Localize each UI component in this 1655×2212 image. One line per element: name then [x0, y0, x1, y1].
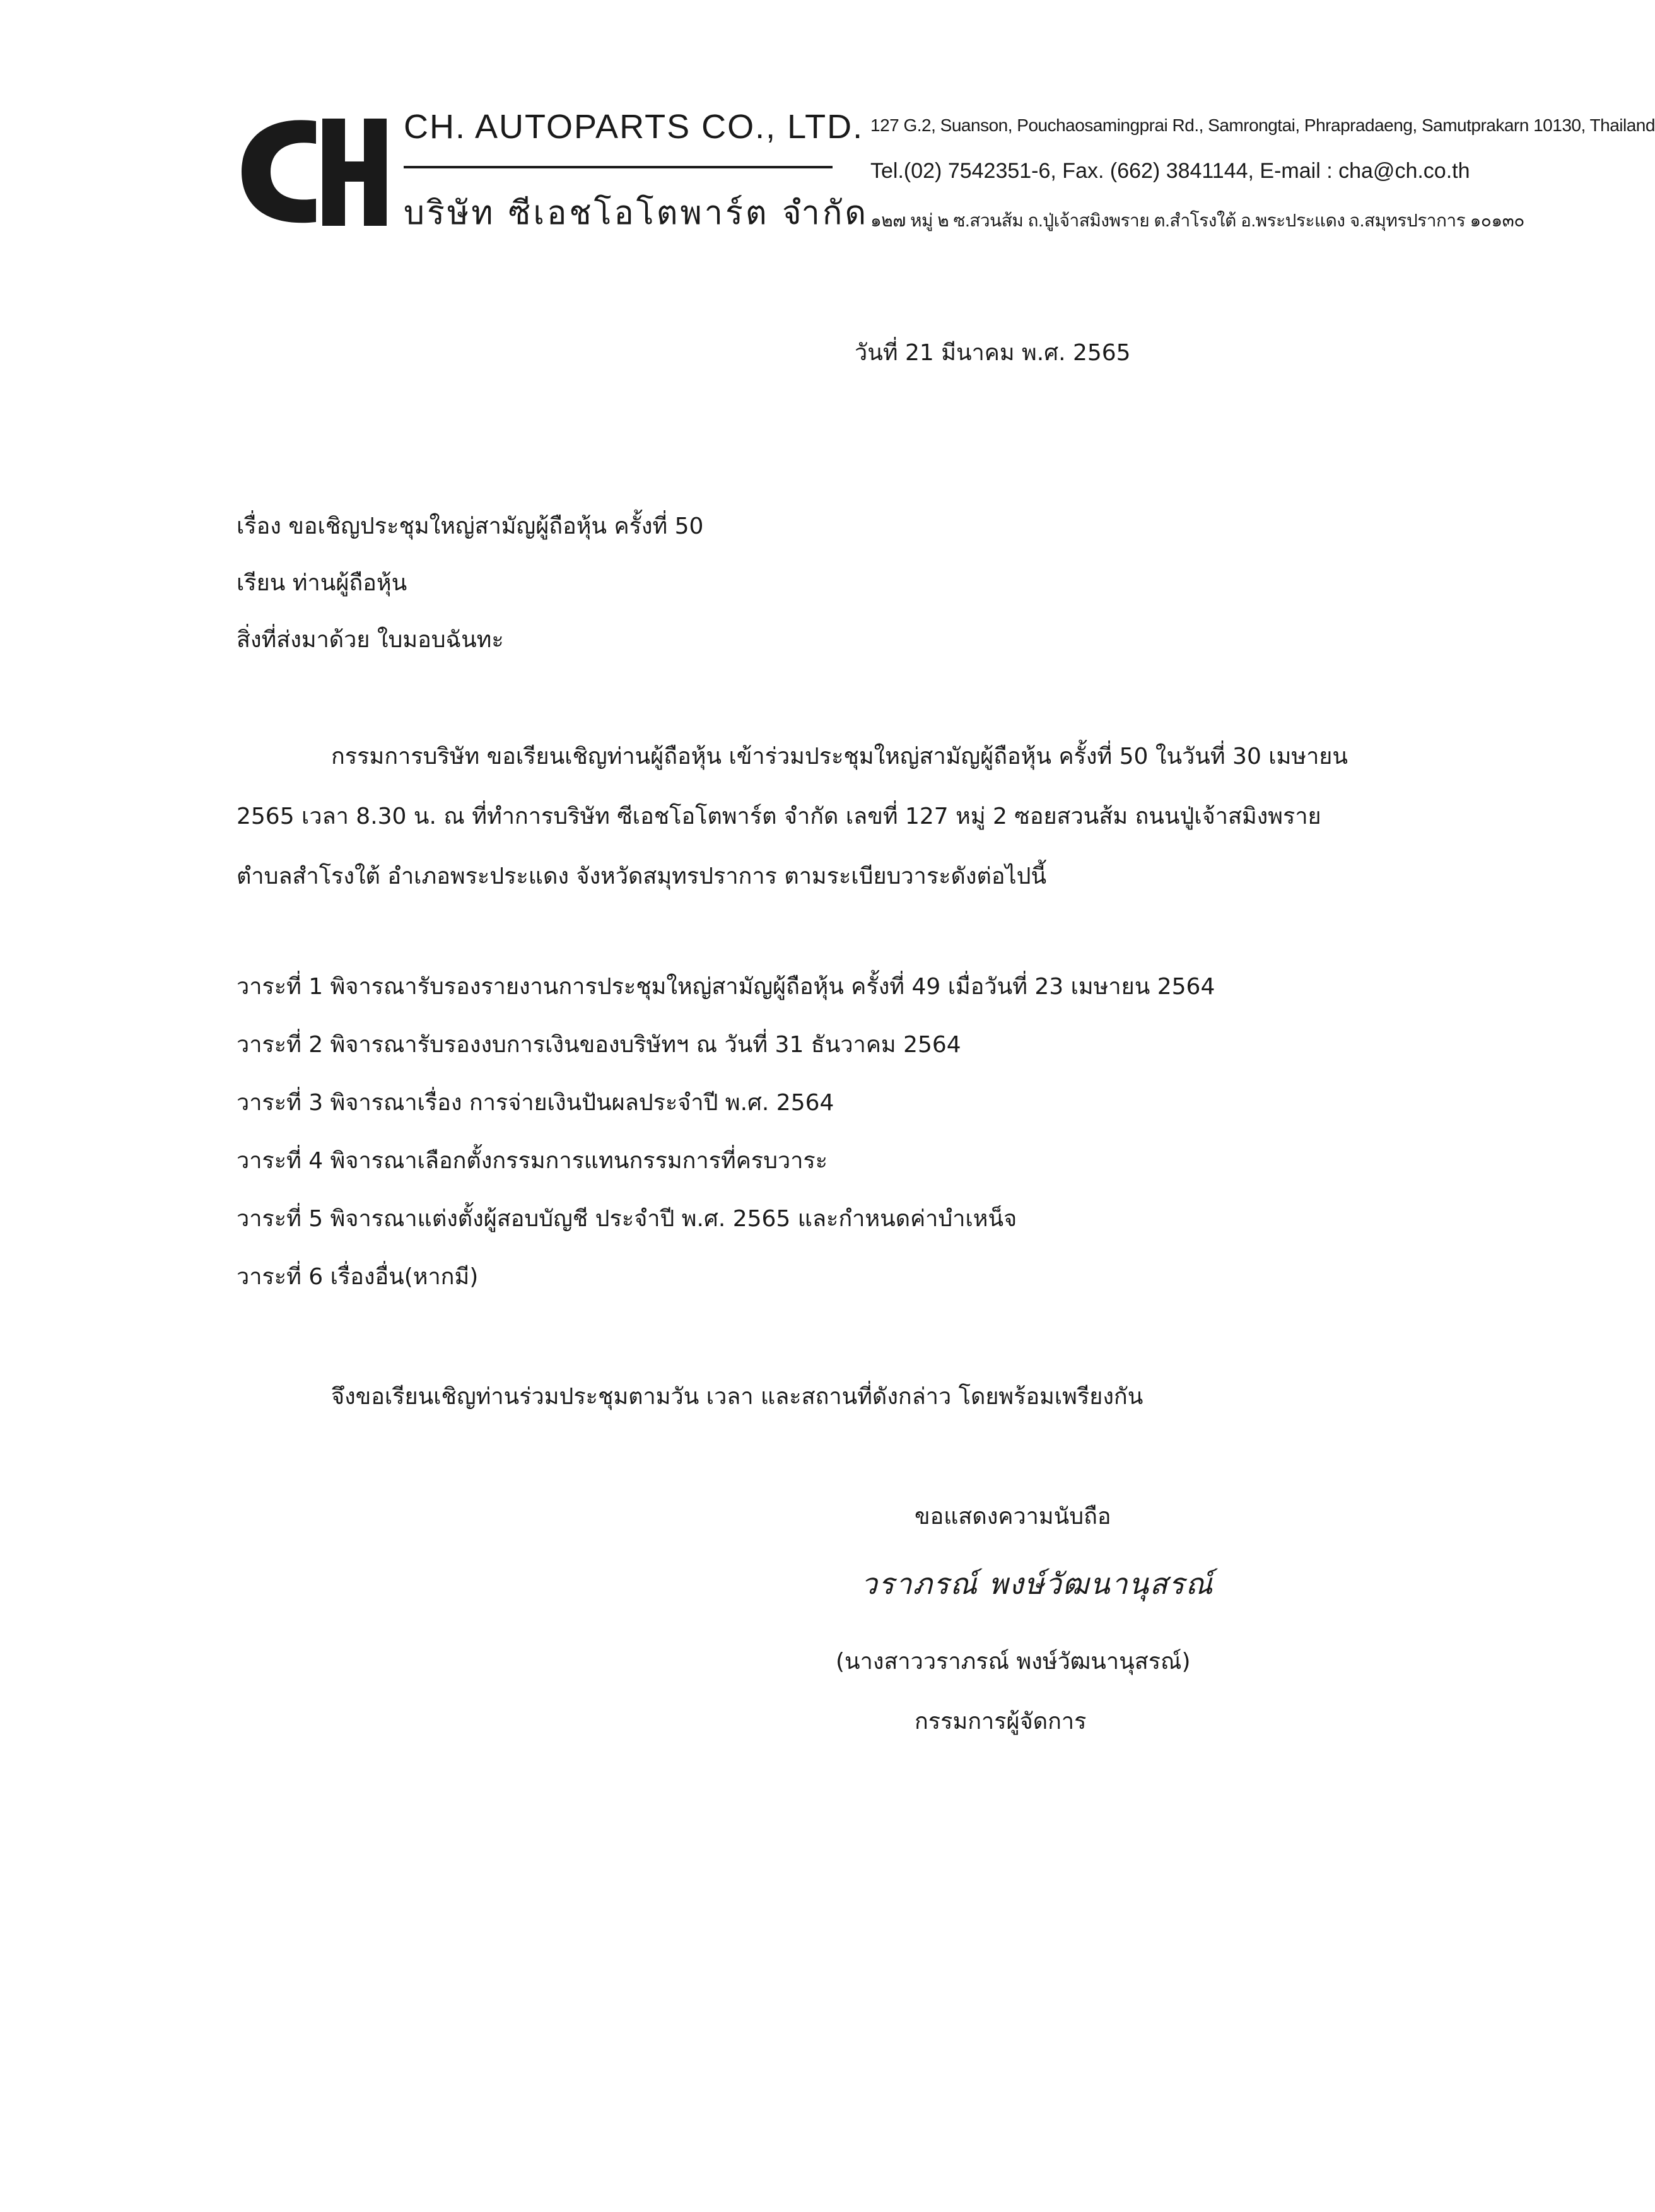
regards: ขอแสดงความนับถือ: [915, 1504, 1111, 1530]
signature: วราภรณ์ พงษ์วัฒนานุสรณ์: [861, 1567, 1214, 1601]
agenda-list: [237, 968, 1215, 1316]
agenda-item: วาระที่ 4 พิจารณาเลือกตั้งกรรมการแทนกรรมการที่ครบวาระ: [237, 1148, 828, 1174]
agenda-item: วาระที่ 6 เรื่องอื่น(หากมี): [237, 1264, 479, 1290]
company-address-th: ๑๒๗ หมู่ ๒ ซ.สวนส้ม ถ.ปู่เจ้าสมิงพราย ต.สำโรงใต้ อ.พระประแดง จ.สมุทรปราการ ๑๐๑๓๐: [870, 211, 1524, 230]
agenda-item: วาระที่ 2 พิจารณารับรองงบการเงินของบริษัทฯ ณ วันที่ 31 ธันวาคม 2564: [237, 1032, 961, 1058]
letter-date: วันที่ 21 มีนาคม พ.ศ. 2565: [855, 340, 1131, 366]
letter-subject: เรื่อง ขอเชิญประชุมใหญ่สามัญผู้ถือหุ้น ครั้งที่ 50: [237, 513, 704, 539]
signer-position: กรรมการผู้จัดการ: [915, 1709, 1087, 1735]
ch-logo-icon: [242, 114, 387, 230]
agenda-item: วาระที่ 1 พิจารณารับรองรายงานการประชุมใหญ่สามัญผู้ถือหุ้น ครั้งที่ 49 เมื่อวันที่ 23 เมษายน 2564: [237, 974, 1215, 1000]
body-line-2: 2565 เวลา 8.30 น. ณ ที่ทำการบริษัท ซีเอชโอโตพาร์ต จำกัด เลขที่ 127 หมู่ 2 ซอยสวนส้ม ถนนปู่เจ้าสมิงพราย: [237, 804, 1321, 829]
agenda-item: วาระที่ 5 พิจารณาแต่งตั้งผู้สอบบัญชี ประจำปี พ.ศ. 2565 และกำหนดค่าบำเหน็จ: [237, 1206, 1017, 1232]
letter-recipient: เรียน ท่านผู้ถือหุ้น: [237, 570, 407, 596]
signer-name: (นางสาววราภรณ์ พงษ์วัฒนานุสรณ์): [836, 1649, 1191, 1675]
closing-paragraph: จึงขอเรียนเชิญท่านร่วมประชุมตามวัน เวลา และสถานที่ดังกล่าว โดยพร้อมเพรียงกัน: [331, 1384, 1143, 1410]
letterhead-divider: [404, 166, 833, 168]
body-line-3: ตำบลสำโรงใต้ อำเภอพระประแดง จังหวัดสมุทรปราการ ตามระเบียบวาระดังต่อไปนี้: [237, 863, 1047, 889]
agenda-item: วาระที่ 3 พิจารณาเรื่อง การจ่ายเงินปันผลประจำปี พ.ศ. 2564: [237, 1090, 834, 1116]
company-contact: Tel.(02) 7542351-6, Fax. (662) 3841144, E-mail : cha@ch.co.th: [870, 159, 1470, 183]
company-name-th: บริษัท ซีเอชโอโตพาร์ต จำกัด: [404, 194, 869, 232]
company-name-en: CH. AUTOPARTS CO., LTD.: [404, 108, 864, 146]
company-address-en: 127 G.2, Suanson, Pouchaosamingprai Rd., Samrongtai, Phrapradaeng, Samutprakarn 10130, Thailand: [870, 115, 1655, 135]
body-line-1: กรรมการบริษัท ขอเรียนเชิญท่านผู้ถือหุ้น เข้าร่วมประชุมใหญ่สามัญผู้ถือหุ้น ครั้งที่ 50 ในวันที่ 30 เมษายน: [331, 744, 1348, 770]
letter-enclosure: สิ่งที่ส่งมาด้วย ใบมอบฉันทะ: [237, 627, 504, 653]
